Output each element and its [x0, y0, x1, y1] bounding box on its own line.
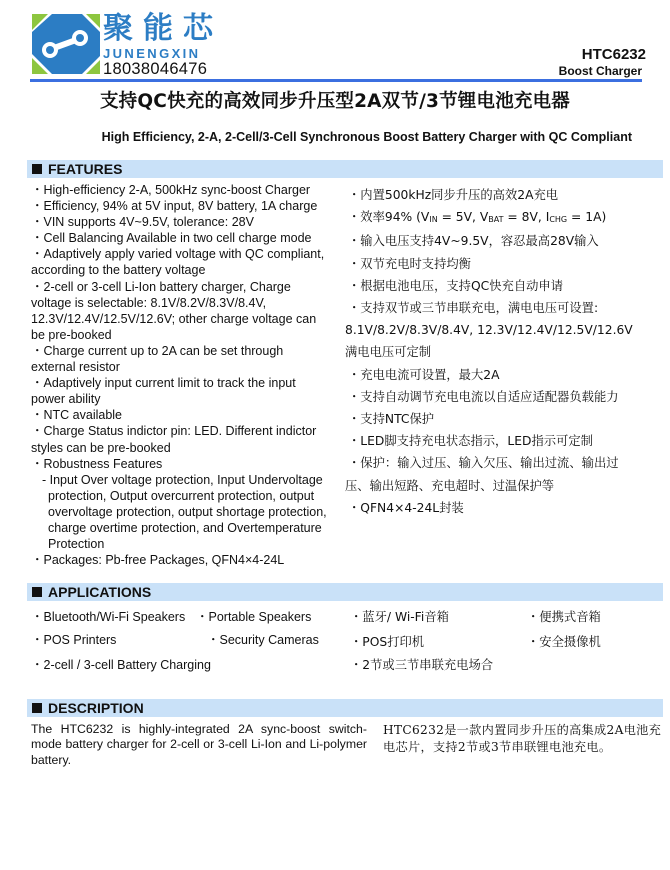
efficiency-text: = 1A)	[567, 210, 607, 225]
feature-item-cn: ・保护：输入过压、输入欠压、输出过流、输出过	[348, 456, 619, 471]
document-title-cn: 支持QC快充的高效同步升压型2A双节/3节锂电池充电器	[99, 91, 571, 112]
subscript: IN	[429, 215, 438, 225]
efficiency-text: = 5V, V	[437, 210, 489, 225]
application-item-cn: ・蓝牙/ Wi-Fi音箱	[350, 610, 449, 624]
square-bullet-icon	[32, 587, 42, 597]
application-item: ・Portable Speakers	[196, 610, 312, 624]
company-logo	[30, 11, 230, 78]
header-divider	[30, 79, 642, 82]
feature-item: ・Cell Balancing Available in two cell charge mode	[31, 231, 312, 246]
feature-item: ・2-cell or 3-cell Li-Ion battery charger, Charge voltage is selectable: 8.1V/8.2V/8.3V/8.4V, 12.3V/12.4V/12.5V/12.6V; other charge voltage can be pre-booked	[31, 279, 317, 342]
feature-item: ・Charge current up to 2A can be set through external resistor	[31, 343, 284, 375]
feature-item-cn: ・QFN4×4-24L封装	[348, 500, 464, 515]
feature-item: ・High-efficiency 2-A, 500kHz sync-boost Charger	[31, 183, 311, 197]
feature-item: ・Efficiency, 94% at 5V input, 8V battery, 1A charge	[31, 199, 318, 214]
feature-subitem: - Input Over voltage protection, Input Undervoltage protection, Output overcurrent protection, output overvoltage protection, output shortage protection, charge overtime protection, and Overtemperature Protection	[42, 472, 327, 552]
feature-item-cn: ・支持双节或三节串联充电，满电电压可设置:	[348, 301, 599, 316]
description-heading: DESCRIPTION	[48, 700, 144, 716]
application-item: ・2-cell / 3-cell Battery Charging	[31, 658, 211, 672]
features-list-en	[31, 182, 329, 568]
applications-heading: APPLICATIONS	[48, 584, 152, 600]
feature-item: ・Packages: Pb-free Packages, QFN4×4-24L	[31, 553, 285, 568]
document-title-en: High Efficiency, 2-A, 2-Cell/3-Cell Synchronous Boost Battery Charger with QC Compliant	[101, 130, 632, 144]
description-text-cn: HTC6232是一款内置同步升压的高集成2A电池充电芯片，支持2节或3节串联锂电池充电。	[383, 723, 662, 754]
feature-item: ・Charge Status indictor pin: LED. Different indictor styles can be pre-booked	[31, 424, 317, 455]
feature-item: ・NTC available	[31, 408, 123, 423]
feature-item-cn: ・双节充电时支持均衡	[348, 256, 471, 271]
description-section-header	[27, 699, 663, 717]
features-list-cn	[345, 184, 648, 519]
part-category: Boost Charger	[558, 64, 642, 78]
feature-item-cn	[348, 206, 648, 230]
features-section-header	[27, 160, 663, 178]
application-item-cn: ・安全摄像机	[527, 635, 601, 649]
application-item: ・Bluetooth/Wi-Fi Speakers	[31, 610, 186, 624]
feature-item: ・Robustness Features	[31, 456, 163, 471]
feature-item-cn: ・LED脚支持充电状态指示，LED指示可定制	[348, 434, 593, 449]
subscript: BAT	[488, 215, 504, 225]
feature-item-cn: 8.1V/8.2V/8.3V/8.4V, 12.3V/12.4V/12.5V/12.6V	[345, 323, 633, 338]
part-number: HTC6232	[581, 46, 646, 63]
feature-item-cn: ・支持自动调节充电电流以自适应适配器负载能力	[348, 389, 619, 404]
phone-number: 18038046476	[103, 60, 208, 78]
application-item: ・POS Printers	[31, 633, 117, 647]
square-bullet-icon	[32, 703, 42, 713]
efficiency-text: ・效率94% (V	[348, 210, 430, 225]
feature-item-cn: ・支持NTC保护	[348, 412, 435, 427]
feature-item-cn: ・输入电压支持4V~9.5V，容忍最高28V输入	[348, 234, 599, 249]
feature-item-cn: ・根据电池电压，支持QC快充自动申请	[348, 278, 564, 293]
application-item-cn: ・便携式音箱	[527, 610, 601, 624]
brand-name-en: JUNENGXIN	[103, 46, 201, 61]
feature-item-cn: 压、输出短路、充电超时、过温保护等	[345, 478, 555, 493]
subscript: CHG	[549, 215, 568, 225]
features-heading: FEATURES	[48, 161, 123, 177]
feature-item: ・Adaptively input current limit to track the input power ability	[31, 376, 296, 407]
feature-item: ・VIN supports 4V~9.5V, tolerance: 28V	[31, 215, 254, 230]
square-bullet-icon	[32, 164, 42, 174]
application-item: ・Security Cameras	[207, 633, 319, 647]
efficiency-text: = 8V, I	[503, 210, 550, 225]
feature-item-cn: ・充电电流可设置，最大2A	[348, 367, 500, 382]
junengxin-logo-icon	[30, 14, 100, 74]
feature-item-cn: ・内置500kHz同步升压的高效2A充电	[348, 188, 559, 202]
applications-section-header	[27, 583, 663, 601]
application-item-cn: ・POS打印机	[350, 635, 425, 649]
description-text-en: The HTC6232 is highly-integrated 2A sync-boost switch-mode battery charger for 2-cell or 3-cell Li-Ion and Li-polymer battery.	[31, 722, 367, 767]
brand-name-cn: 聚能芯	[103, 11, 223, 46]
feature-item-cn: 满电电压可定制	[345, 345, 432, 360]
application-item-cn: ・2节或三节串联充电场合	[350, 658, 494, 672]
feature-item: ・Adaptively apply varied voltage with QC compliant, according to the battery voltage	[31, 247, 325, 278]
